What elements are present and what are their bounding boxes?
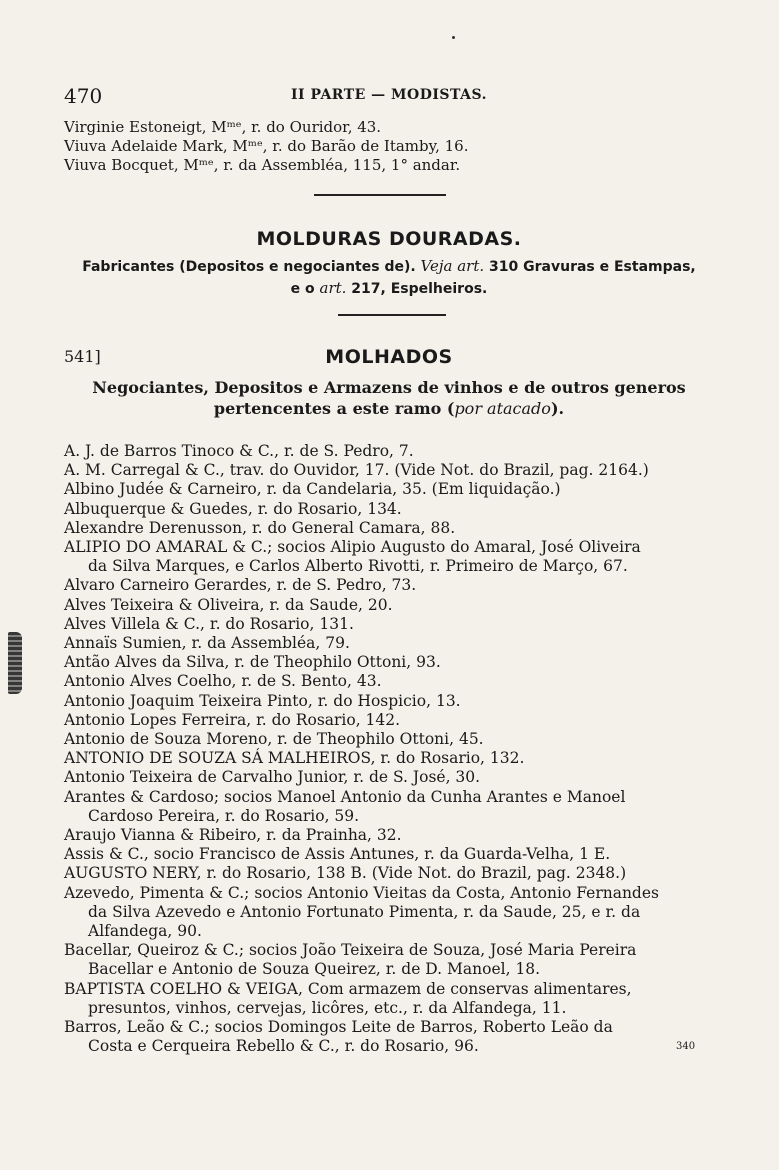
page-edge-binding-mark [8,632,22,694]
molhados-entries [64,442,714,1057]
entry-line: ALIPIO DO AMARAL & C.; socios Alipio Augusto do Amaral, José Oliveira [64,538,641,557]
entry-line: Araujo Vianna & Ribeiro, r. da Prainha, 32. [64,826,402,845]
section-note-molduras: Fabricantes (Depositos e negociantes de). Veja art. 310 Gravuras e Estampas, e o art. 217, Espelheiros. [82,257,696,297]
section-number: 541] [64,347,101,366]
entry-line: Antonio Alves Coelho, r. de S. Bento, 43. [64,672,382,691]
entry-line: Viuva Adelaide Mark, Mᵐᵉ, r. do Barão de Itamby, 16. [64,137,469,155]
entry-continuation-line: da Silva Azevedo e Antonio Fortunato Pimenta, r. da Saude, 25, e r. da [88,902,641,921]
entry-line: Antonio de Souza Moreno, r. de Theophilo Ottoni, 45. [64,730,484,749]
entry-line: ANTONIO DE SOUZA SÁ MALHEIROS, r. do Rosario, 132. [64,749,525,768]
entry-line: A. M. Carregal & C., trav. do Ouvidor, 17. (Vide Not. do Brazil, pag. 2164.) [64,461,649,480]
entry-line: Alexandre Derenusson, r. do General Camara, 88. [64,518,456,537]
page-number: 470 [64,84,103,108]
entry-line: A. J. de Barros Tinoco & C., r. de S. Pedro, 7. [64,442,414,460]
margin-marker: 340 [676,1041,696,1052]
entry-line: Antonio Lopes Ferreira, r. do Rosario, 142. [64,710,401,729]
entry-continuation-line: presuntos, vinhos, cervejas, licôres, etc., r. da Alfandega, 11. [88,998,567,1017]
print-speck [452,36,455,39]
page-header [64,84,714,108]
entry-line: AUGUSTO NERY, r. do Rosario, 138 B. (Vide Not. do Brazil, pag. 2348.) [64,864,627,883]
entry-line: Bacellar, Queiroz & C.; socios João Teixeira de Souza, José Maria Pereira [64,941,637,960]
entry-line: Barros, Leão & C.; socios Domingos Leite de Barros, Roberto Leão da [64,1018,613,1037]
entry-line: Assis & C., socio Francisco de Assis Antunes, r. da Guarda-Velha, 1 E. [64,845,611,864]
entry-continuation-line: Alfandega, 90. [88,922,202,941]
entry-line: Albino Judée & Carneiro, r. da Candelaria, 35. (Em liquidação.) [64,480,561,499]
entry-continuation-line: Costa e Cerqueira Rebello & C., r. do Rosario, 96. [88,1037,479,1056]
previous-section-entries [64,118,714,175]
entry-line: Alvaro Carneiro Gerardes, r. de S. Pedro, 73. [64,576,417,595]
section-divider [338,314,446,316]
entry-line: Alves Villela & C., r. do Rosario, 131. [64,614,354,633]
section-divider [314,194,446,196]
running-title: II PARTE — MODISTAS. [290,87,488,103]
entry-line: Alves Teixeira & Oliveira, r. da Saude, 20. [64,595,393,614]
entry-line: Annaïs Sumien, r. da Assembléa, 79. [64,634,350,653]
entry-line: Viuva Bocquet, Mᵐᵉ, r. da Assembléa, 115, 1° andar. [64,156,461,174]
entry-line: Albuquerque & Guedes, r. do Rosario, 134. [64,499,402,518]
entry-line: Antonio Teixeira de Carvalho Junior, r. de S. José, 30. [64,768,481,787]
entry-line: BAPTISTA COELHO & VEIGA, Com armazem de conservas alimentares, [64,979,632,998]
section-subtitle-molhados: Negociantes, Depositos e Armazens de vinhos e de outros generos pertencentes a este ramo (por atacado). [92,378,686,418]
entry-continuation-line: da Silva Marques, e Carlos Alberto Rivotti, r. Primeiro de Março, 67. [88,557,628,576]
entry-line: Antão Alves da Silva, r. de Theophilo Ottoni, 93. [64,653,441,672]
entry-line: Virginie Estoneigt, Mᵐᵉ, r. do Ouridor, 43. [64,118,382,136]
section-title-molduras: MOLDURAS DOURADAS. [256,228,522,250]
entry-continuation-line: Cardoso Pereira, r. do Rosario, 59. [88,806,360,825]
section-title-molhados: MOLHADOS [325,346,453,368]
entry-line: Azevedo, Pimenta & C.; socios Antonio Vieitas da Costa, Antonio Fernandes [64,883,659,902]
entry-line: Arantes & Cardoso; socios Manoel Antonio da Cunha Arantes e Manoel [64,787,626,806]
entry-continuation-line: Bacellar e Antonio de Souza Queirez, r. de D. Manoel, 18. [88,960,541,979]
entry-line: Antonio Joaquim Teixeira Pinto, r. do Hospicio, 13. [64,691,461,710]
